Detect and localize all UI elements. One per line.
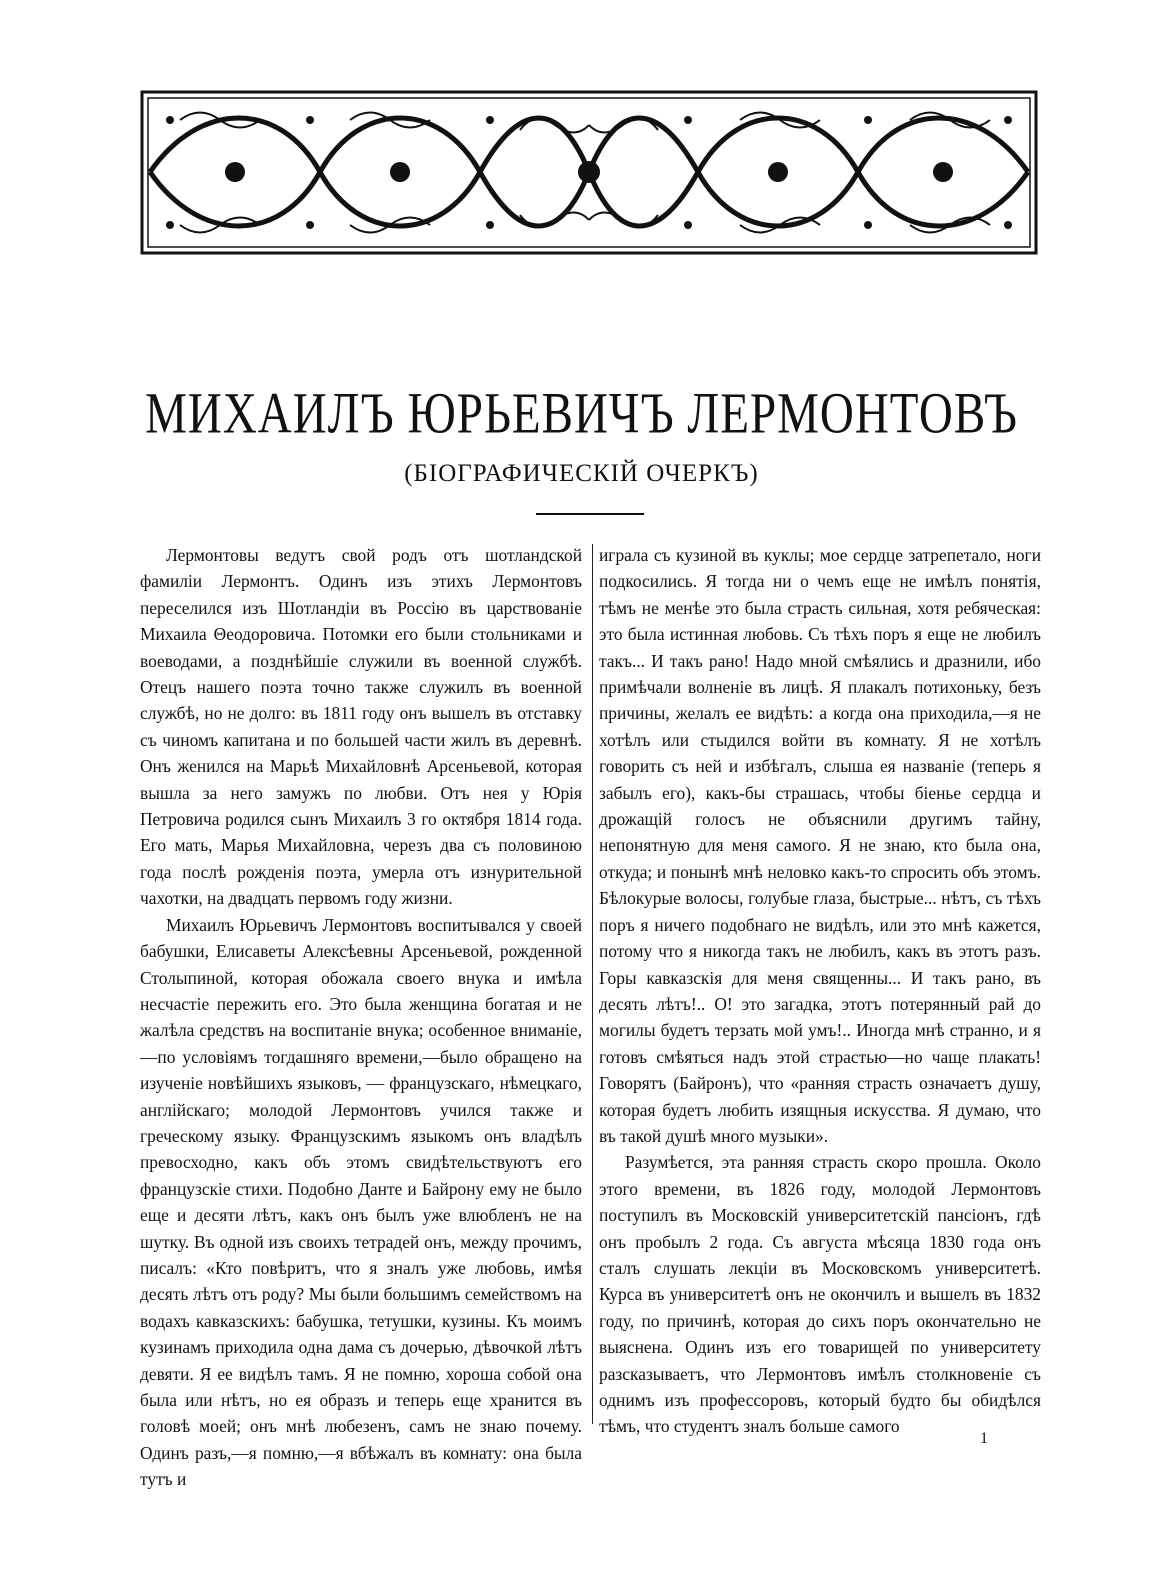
paragraph: играла съ кузиной въ куклы; мое сердце затрепетало, ноги подкосились. Я тогда ни о чемъ еще не имѣлъ понятія, тѣмъ не менѣе это была страсть сильная, хотя ребяческая: это была истинная любовь. Съ тѣхъ поръ я еще не любилъ такъ... И такъ рано! Надо мной смѣялись и дразнили, ибо примѣчали волненіе въ лицѣ. Я плакалъ потихоньку, безъ причины, желалъ ее видѣть: а когда она приходила,—я не хотѣлъ или стыдился войти въ комнату. Я не хотѣлъ говорить съ ней и избѣгалъ, слыша ея названіе (теперь я забылъ его), какъ-бы страшась, чтобы біенье сердца и дрожащій голосъ не объяснили другимъ тайну, непонятную для меня самого. Я не знаю, кто была она, откуда; и понынѣ мнѣ неловко какъ-то спросить объ этомъ. Бѣлокурые волосы, голубые глаза, быстрые... нѣтъ, съ тѣхъ поръ я ничего подобнаго не видѣлъ, или это мнѣ кажется, потому что я никогда такъ не любилъ, какъ въ этотъ разъ. Горы кавказскія для меня священны... И такъ рано, въ десять лѣтъ!.. О! это загадка, этотъ потерянный рай до могилы будетъ терзать мой умъ!.. Иногда мнѣ странно, и я готовъ смѣяться надъ этой страстью—но чаще плакать! Говорятъ (Байронъ), что «ранняя страсть означаетъ душу, которая будетъ любить изящныя искусства. Я думаю, что въ такой душѣ много музыки». <box>599 545 1041 1146</box>
page-subtitle: (БІОГРАФИЧЕСКІЙ ОЧЕРКЪ) <box>404 460 759 487</box>
paragraph: Лермонтовы ведутъ свой родъ отъ шотландской фамиліи Лермонтъ. Одинъ изъ этихъ Лермонтовъ переселился изъ Шотландіи въ Россію въ царствованіе Михаила Θеодоровича. Потомки его были стольниками и воеводами, а позднѣйшіе служили въ военной службѣ. Отецъ нашего поэта точно также служилъ въ военной службѣ, но не долго: въ 1811 году онъ вышелъ въ отставку съ чиномъ капитана и по большей части жилъ въ деревнѣ. Онъ женился на Марьѣ Михайловнѣ Арсеньевой, которая вышла за него замужъ по любви. Отъ нея у Юрія Петровича родился сынъ Михаилъ 3 го октября 1814 года. Его мать, Марья Михайловна, черезъ два съ половиною года послѣ рожденія поэта, умерла отъ изнурительной чахотки, на двадцать первомъ году жизни. <box>140 545 582 909</box>
paragraph: Михаилъ Юрьевичъ Лермонтовъ воспитывался у своей бабушки, Елисаветы Алексѣевны Арсеньевой, рожденной Столыпиной, которая обожала своего внука и имѣла несчастіе пережить его. Это была женщина богатая и не жалѣла средствъ на воспитаніе внука; особенное вниманіе,—по условіямъ тогдашняго времени,—было обращено на изученіе новѣйшихъ языковъ, — французскаго, нѣмецкаго, англійскаго; молодой Лермонтовъ учился также и греческому языку. Французскимъ языкомъ онъ владѣлъ превосходно, какъ объ этомъ свидѣтельствуютъ его французскіе стихи. Подобно Данте и Байрону ему не было еще и десяти лѣтъ, какъ онъ былъ уже влюбленъ не на шутку. Въ одной изъ своихъ тетрадей онъ, между прочимъ, писалъ: «Кто повѣритъ, что я зналъ уже любовь, имѣя десять лѣтъ отъ роду? Мы были большимъ семействомъ на водахъ кавказскихъ: бабушка, тетушки, кузины. Къ моимъ кузинамъ приходила одна дама съ дочерью, дѣвочкой лѣтъ девяти. Я ее видѣлъ тамъ. Я не помню, хороша собой она была или нѣтъ, но ея образъ и теперь еще хранится въ головѣ моей; онъ мнѣ любезенъ, самъ не знаю почему. Одинъ разъ,—я помню,—я вбѣжалъ въ комнату: она была тутъ и <box>140 914 582 1490</box>
page-title: МИХАИЛЪ ЮРЬЕВИЧЪ ЛЕРМОНТОВЪ <box>145 381 1018 447</box>
title-divider <box>536 513 644 515</box>
page-number: 1 <box>980 1430 988 1447</box>
column-divider <box>592 544 593 1424</box>
left-column <box>140 542 582 1493</box>
ornament-band-icon <box>140 90 1038 255</box>
paragraph: Разумѣется, эта ранняя страсть скоро прошла. Около этого времени, въ 1826 году, молодой Лермонтовъ поступилъ въ Московскій университетскій пансіонъ, гдѣ онъ пробылъ 2 года. Съ августа мѣсяца 1830 года онъ сталъ слушать лекціи въ Московскомъ университетѣ. Курса въ университетѣ онъ не окончилъ и вышелъ въ 1832 году, по причинѣ, которая до сихъ поръ окончательно не выяснена. Одинъ изъ его товарищей по университету разсказываетъ, что Лермонтовъ имѣлъ столкновеніе съ однимъ изъ профессоровъ, который будто бы обидѣлся тѣмъ, что студентъ зналъ больше самого <box>599 1152 1041 1437</box>
right-column <box>599 542 1041 1440</box>
header-ornament <box>140 90 1038 255</box>
